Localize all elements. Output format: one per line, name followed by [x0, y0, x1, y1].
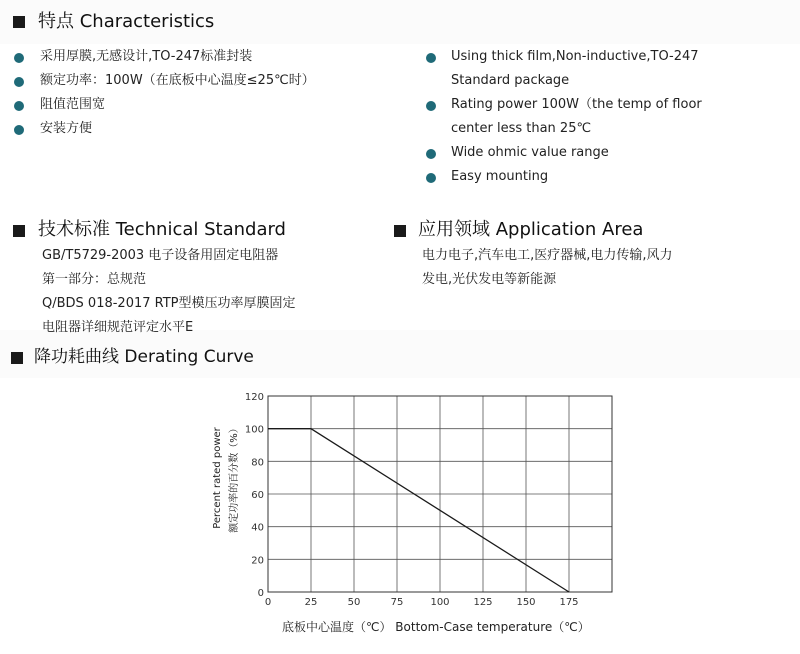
x-tick-label: 75: [390, 597, 404, 608]
y-tick-labels: [245, 392, 264, 599]
characteristic-en-item: Standard package: [451, 73, 570, 88]
y-tick-label: 0: [257, 588, 264, 599]
characteristic-zh-item: 安装方便: [40, 121, 93, 136]
x-tick-label: 25: [304, 597, 318, 608]
y-tick-label: 40: [251, 522, 264, 534]
derating-line: [268, 429, 569, 592]
chart-grid: [268, 396, 612, 592]
x-tick-label: 0: [264, 597, 272, 608]
technical-standard-line: 电阻器详细规范评定水平E: [42, 320, 194, 335]
application-area-line: 电力电子,汽车电工,医疗器械,电力传输,风力: [422, 248, 673, 263]
application-area-line: 发电,光伏发电等新能源: [422, 272, 557, 287]
x-tick-label: 175: [559, 597, 579, 608]
derating-title: 降功耗曲线 Derating Curve: [34, 347, 254, 367]
x-tick-label: 125: [473, 597, 493, 608]
x-tick-label: 50: [347, 597, 361, 608]
y-tick-label: 100: [244, 424, 264, 436]
characteristic-en-item: center less than 25℃: [451, 121, 592, 136]
technical-standard-line: GB/T5729-2003 电子设备用固定电阻器: [42, 248, 279, 263]
characteristic-en-item: Rating power 100W（the temp of floor: [451, 97, 702, 112]
characteristic-zh-item: 阻值范围宽: [40, 97, 106, 112]
technical-standard-line: Q/BDS 018-2017 RTP型模压功率厚膜固定: [42, 296, 296, 311]
characteristic-en-item: Wide ohmic value range: [451, 145, 609, 160]
characteristics-title: 特点 Characteristics: [38, 11, 215, 32]
y-tick-label: 60: [251, 490, 264, 501]
characteristic-en-item: Using thick film,Non-inductive,TO-247: [451, 49, 699, 64]
characteristic-en-item: Easy mounting: [451, 169, 549, 184]
characteristic-zh-item: 额定功率：100W（在底板中心温度≤25℃时）: [40, 73, 315, 88]
y-tick-label: 20: [251, 555, 264, 567]
y-axis-label-zh: 额定功率的百分数（%）: [229, 423, 240, 533]
y-tick-label: 80: [251, 457, 264, 469]
technical-standard-title: 技术标准 Technical Standard: [38, 219, 286, 240]
application-area-title: 应用领域 Application Area: [418, 219, 644, 240]
characteristic-zh-item: 采用厚膜,无感设计,TO-247标准封装: [40, 49, 253, 64]
x-axis-label: 底板中心温度（℃） Bottom-Case temperature（℃）: [282, 620, 590, 634]
technical-standard-line: 第一部分：总规范: [42, 272, 147, 287]
y-tick-label: 120: [244, 392, 264, 403]
y-axis-label-en: Percent rated power: [212, 427, 223, 529]
x-tick-label: 100: [430, 597, 450, 608]
x-tick-labels: [265, 597, 579, 608]
x-tick-label: 150: [516, 597, 536, 608]
